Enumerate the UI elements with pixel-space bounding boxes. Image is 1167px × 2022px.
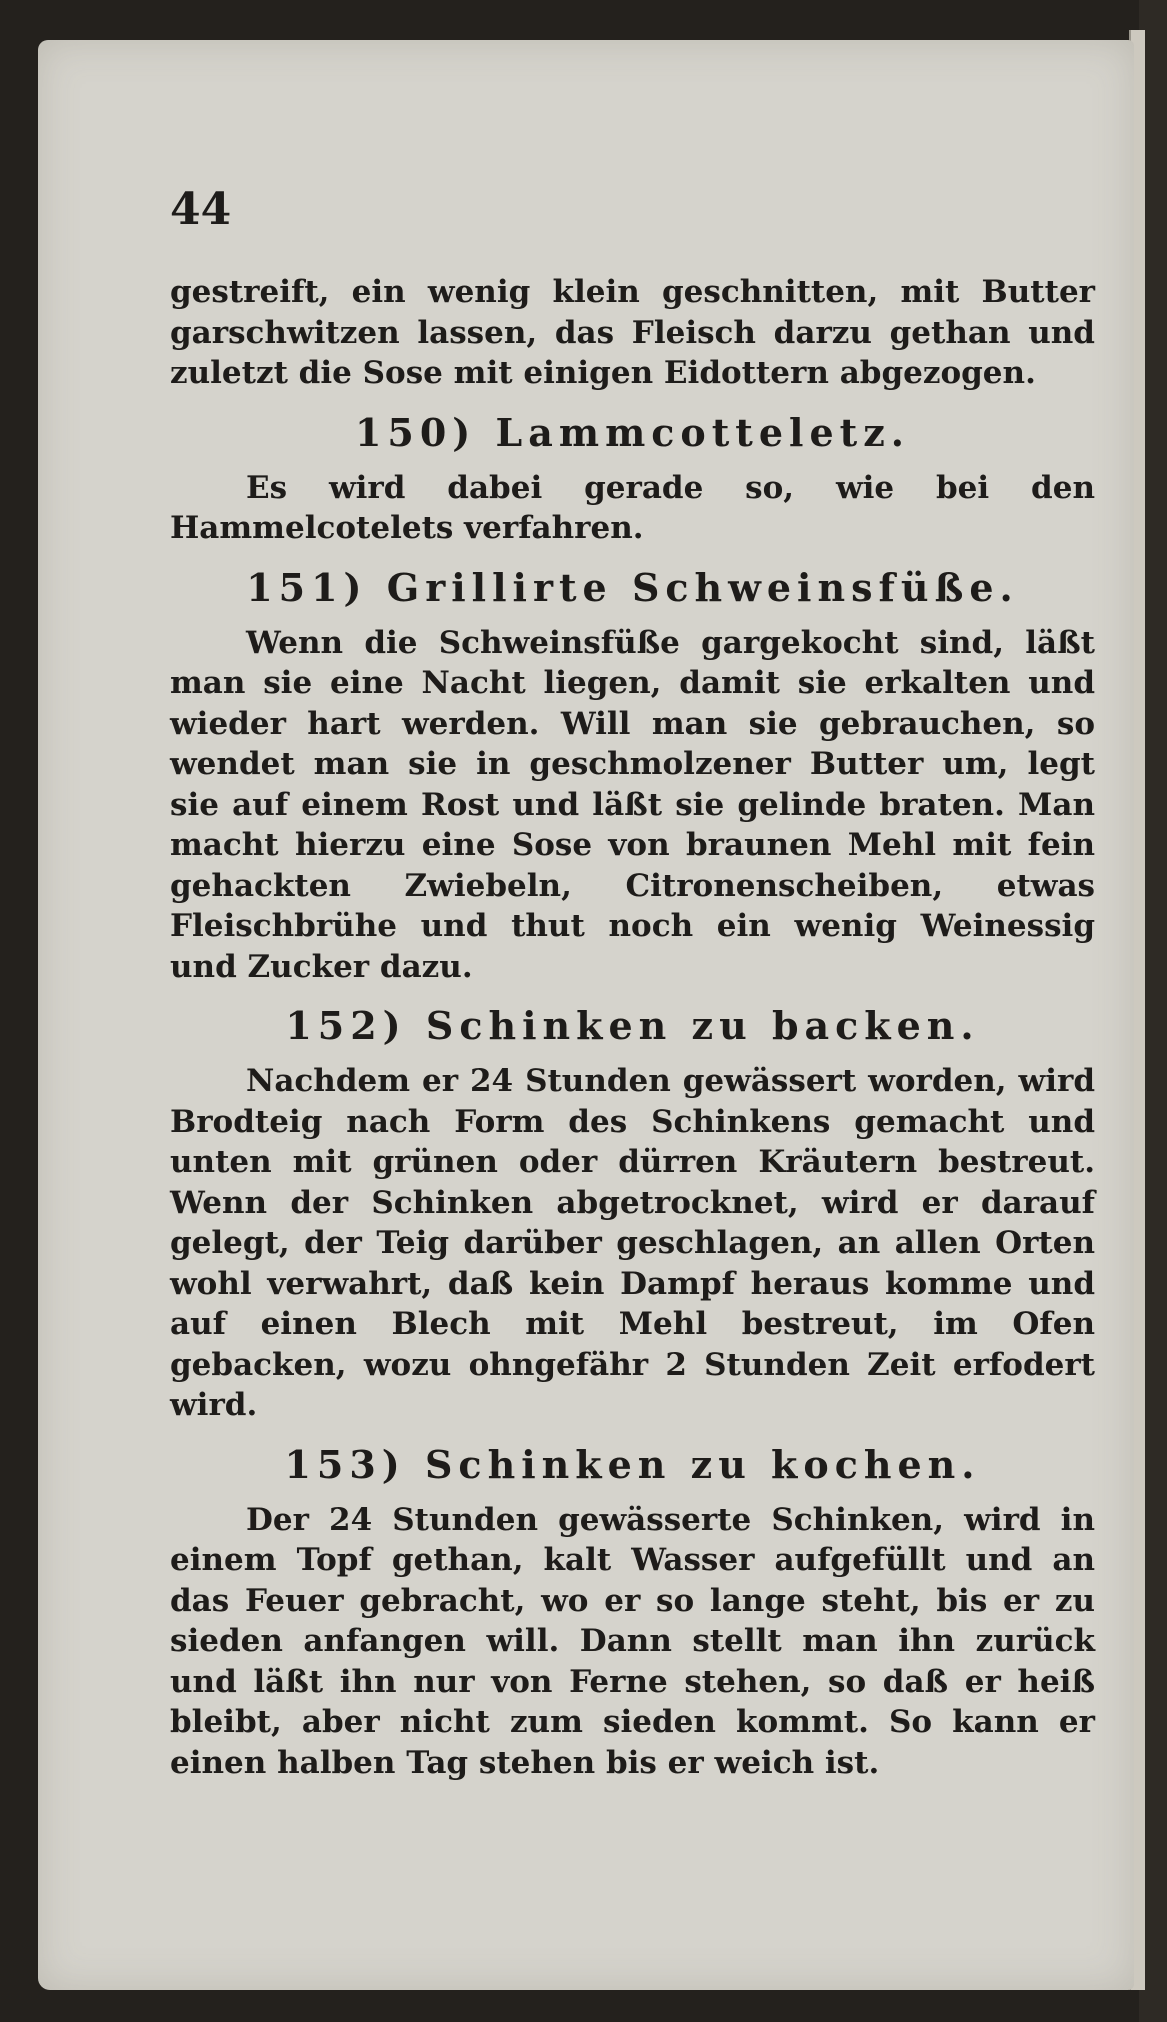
recipe-text-153: Der 24 Stunden gewässerte Schinken, wird in einem Topf gethan, kalt Wasser aufgefüllt und an das Feuer gebracht, wo er so lange steht, bis er zu sieden anfangen will. Dann stellt man ihn zurück und läßt ihn nur von Ferne stehen, so daß er heiß bleibt, aber nicht zum sieden kommt. So kann er einen halben Tag stehen bis er weich ist.: [170, 1501, 1095, 1781]
book-page: [38, 40, 1134, 1990]
recipe-heading-152: 152) Schinken zu backen.: [285, 1003, 980, 1048]
continuation-paragraph: gestreift, ein wenig klein geschnitten, mit Butter garschwitzen lassen, das Fleisch darzu gethan und zuletzt die Sose mit einigen Eidottern abgezogen.: [170, 274, 1095, 391]
recipe-heading-151: 151) Grillirte Schweinsfüße.: [246, 564, 1019, 610]
recipe-text-150: Es wird dabei gerade so, wie bei den Hammelcotelets verfahren.: [170, 469, 1095, 546]
recipe-text-151: Wenn die Schweinsfüße gargekocht sind, läßt man sie eine Nacht liegen, damit sie erkalten und wieder hart werden. Will man sie gebrauchen, so wendet man sie in geschmolzener Butter um, legt sie auf einem Rost und läßt sie gelinde braten. Man macht hierzu eine Sose von braunen Mehl mit fein gehackten Zwiebeln, Citronenscheiben, etwas Fleischbrühe und thut noch ein wenig Weinessig und Zucker dazu.: [170, 624, 1095, 985]
recipe-text-152: Nachdem er 24 Stunden gewässert worden, wird Brodteig nach Form des Schinkens gemacht und unten mit grünen oder dürren Kräutern bestreut. Wenn der Schinken abgetrocknet, wird er darauf gelegt, der Teig darüber geschlagen, an allen Orten wohl verwahrt, daß kein Dampf heraus komme und auf einen Blech mit Mehl bestreut, im Ofen gebacken, wozu ohngefähr 2 Stunden Zeit erfodert wird.: [170, 1063, 1095, 1423]
recipe-heading-153: 153) Schinken zu kochen.: [284, 1441, 981, 1487]
page-number: 44: [170, 184, 232, 235]
page-text: [170, 182, 1095, 1783]
recipe-heading-150: 150) Lammcotteletz.: [354, 409, 911, 455]
